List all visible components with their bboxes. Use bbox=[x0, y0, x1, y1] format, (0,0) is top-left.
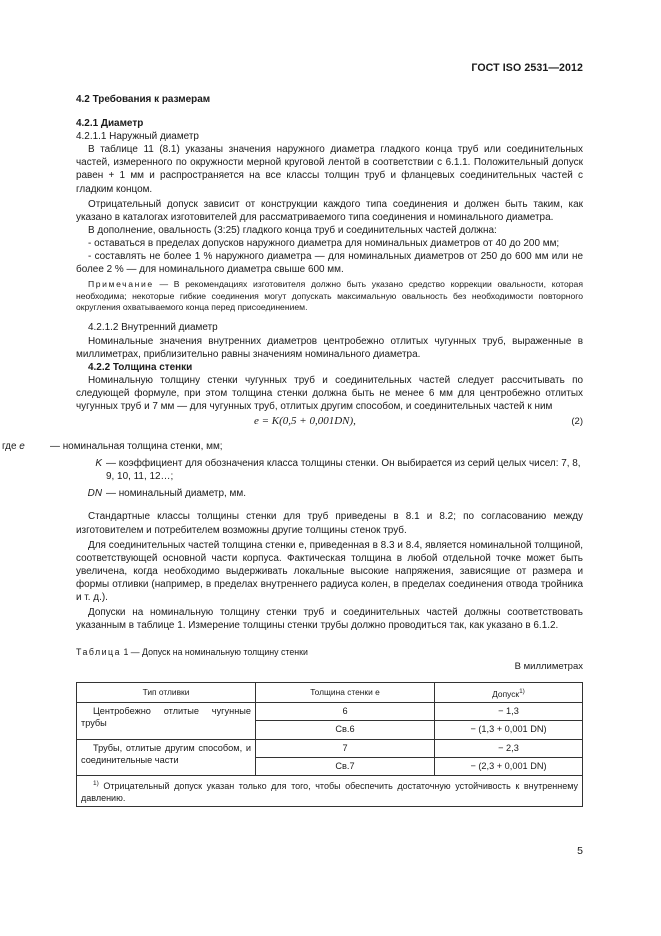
footnote-text: Отрицательный допуск указан только для того, чтобы обеспечить достаточную устойчивость к внутреннему давлению. bbox=[81, 780, 578, 803]
definition-text: — номинальный диаметр, мм. bbox=[106, 488, 246, 500]
definition-text: — номинальная толщина стенки, мм; bbox=[50, 441, 223, 453]
definition-symbol: DN bbox=[87, 488, 102, 500]
standard-header: ГОСТ ISO 2531—2012 bbox=[471, 62, 583, 74]
formula-definitions bbox=[2, 440, 583, 500]
section-4-2-heading: 4.2 Требования к размерам bbox=[76, 94, 211, 105]
section-4-2-2-heading: 4.2.2 Толщина стенки bbox=[88, 361, 193, 373]
formula-2 bbox=[76, 414, 583, 430]
cell-tolerance: − 1,3 bbox=[435, 703, 583, 721]
table-header-row bbox=[77, 682, 583, 703]
col-header-tolerance-footnote-mark: 1) bbox=[519, 687, 525, 695]
cell-thickness: Св.6 bbox=[256, 721, 435, 739]
section-4-2-1-heading: 4.2.1 Диаметр bbox=[76, 118, 144, 130]
paragraph-inner-diameter: Номинальные значения внутренних диаметров центробежно отлитых чугунных труб, выраженные в миллиметрах, приблизительно равны значениям номинального диаметра. bbox=[76, 335, 583, 360]
section-4-2-1-2-heading: 4.2.1.2 Внутренний диаметр bbox=[88, 322, 218, 334]
cell-tolerance: − (2,3 + 0,001 DN) bbox=[435, 757, 583, 775]
paragraph-wall-thickness: Номинальную толщину стенки чугунных труб и соединительных частей следует рассчитывать по следующей формуле, при этом толщина стенки должна быть не менее 6 мм для центробежно отлитых чугунных труб и 7 мм — для чугунных труб, отлитых другим способом, и соединительных частей к ним bbox=[76, 374, 583, 412]
table-footnote bbox=[77, 775, 583, 806]
paragraph-ovality-intro: В дополнение, овальность (3:25) гладкого конца труб и соединительных частей должна: bbox=[88, 224, 497, 236]
cell-type-other: Трубы, отлитые другим способом, и соединительные части bbox=[77, 739, 256, 775]
page-number: 5 bbox=[577, 845, 583, 857]
col-header-casting-type: Тип отливки bbox=[77, 682, 256, 703]
paragraph-outer-diameter: В таблице 11 (8.1) указаны значения наружного диаметра гладкого конца труб или соединительных частей, измеренного по окружности мерной круговой лентой в соответствии с 6.1.1. Положительный допуск равен + 1 мм и распространяется на все классы толщин труб и фланцевых соединительных частей с гладким концом. bbox=[76, 144, 583, 195]
definition-e bbox=[2, 440, 583, 453]
formula-number: (2) bbox=[571, 416, 583, 428]
cell-type-centrifugal: Центробежно отлитые чугунные трубы bbox=[77, 703, 256, 739]
definition-k bbox=[76, 457, 583, 483]
table-caption bbox=[76, 646, 583, 659]
definition-symbol: e bbox=[19, 441, 25, 453]
cell-tolerance: − (1,3 + 0,001 DN) bbox=[435, 721, 583, 739]
table-units: В миллиметрах bbox=[514, 661, 583, 673]
paragraph-tolerances: Допуски на номинальную толщину стенки труб и соединительных частей должны соответствовать указанным в таблице 1. Измерение толщины стенки трубы должно проводиться так, как указано в 6.1.2. bbox=[76, 607, 583, 632]
table-row bbox=[77, 739, 583, 757]
cell-tolerance: − 2,3 bbox=[435, 739, 583, 757]
section-4-2-1-1-heading: 4.2.1.1 Наружный диаметр bbox=[76, 131, 199, 143]
paragraph-ovality-item-2: - составлять не более 1 % наружного диаметра — для номинальных диаметров от 250 до 600 мм или не более 2 % — для номинального диаметра свыше 600 мм. bbox=[76, 251, 583, 276]
table-label: Таблица bbox=[76, 647, 121, 658]
definition-lead: где bbox=[2, 441, 17, 453]
tolerance-table bbox=[76, 682, 583, 807]
col-header-wall-thickness-text: Толщина стенки e bbox=[310, 686, 380, 697]
cell-thickness: 6 bbox=[256, 703, 435, 721]
col-header-tolerance-text: Допуск bbox=[492, 688, 520, 699]
definition-symbol: K bbox=[95, 458, 102, 470]
table-footnote-row bbox=[77, 775, 583, 806]
note bbox=[76, 279, 583, 313]
col-header-tolerance bbox=[435, 682, 583, 703]
cell-thickness: 7 bbox=[256, 739, 435, 757]
formula-expression: e = K(0,5 + 0,001DN), bbox=[254, 415, 356, 428]
footnote-mark: 1) bbox=[93, 779, 99, 787]
paragraph-standard-classes: Стандартные классы толщины стенки для труб приведены в 8.1 и 8.2; по согласованию между изготовителем и потребителем возможны другие толщины стенок труб. bbox=[76, 511, 583, 536]
definition-dn bbox=[76, 487, 583, 500]
table-row bbox=[77, 703, 583, 721]
table-title: 1 — Допуск на номинальную толщину стенки bbox=[121, 647, 308, 658]
note-label: Примечание bbox=[88, 279, 154, 290]
page-content bbox=[2, 93, 583, 807]
paragraph-negative-tolerance: Отрицательный допуск зависит от конструкции каждого типа соединения и должен быть таким, как указано в каталогах изготовителей для рассматриваемого типа соединения и номинального диаметра. bbox=[76, 198, 583, 223]
col-header-wall-thickness bbox=[256, 682, 435, 703]
paragraph-fittings-thickness: Для соединительных частей толщина стенки e, приведенная в 8.3 и 8.4, является номинальной толщиной, соответствующей основной части корпуса. Фактическая толщина в любой отдельной точке может быть увеличена, когда необходимо выдерживать локальные высокие напряжения, зависящие от размера и формы отливки (например, в пределах внутреннего радиуса колен, в пределах соединения отвода тройника и т. д.). bbox=[76, 539, 583, 604]
paragraph-ovality-item-1: - оставаться в пределах допусков наружного диаметра для номинальных диаметров от 40 до 200 мм; bbox=[88, 237, 560, 249]
note-text: — В рекомендациях изготовителя должно быть указано средство коррекции овальности, которая необходима; некоторые гибкие соединения могут допускать максимальную овальность без необходимости повторного округления охватываемого конца перед присоединением. bbox=[76, 279, 583, 313]
definition-text: — коэффициент для обозначения класса толщины стенки. Он выбирается из серий целых чисел: 7, 8, 9, 10, 11, 12…; bbox=[106, 458, 581, 483]
cell-thickness: Св.7 bbox=[256, 757, 435, 775]
